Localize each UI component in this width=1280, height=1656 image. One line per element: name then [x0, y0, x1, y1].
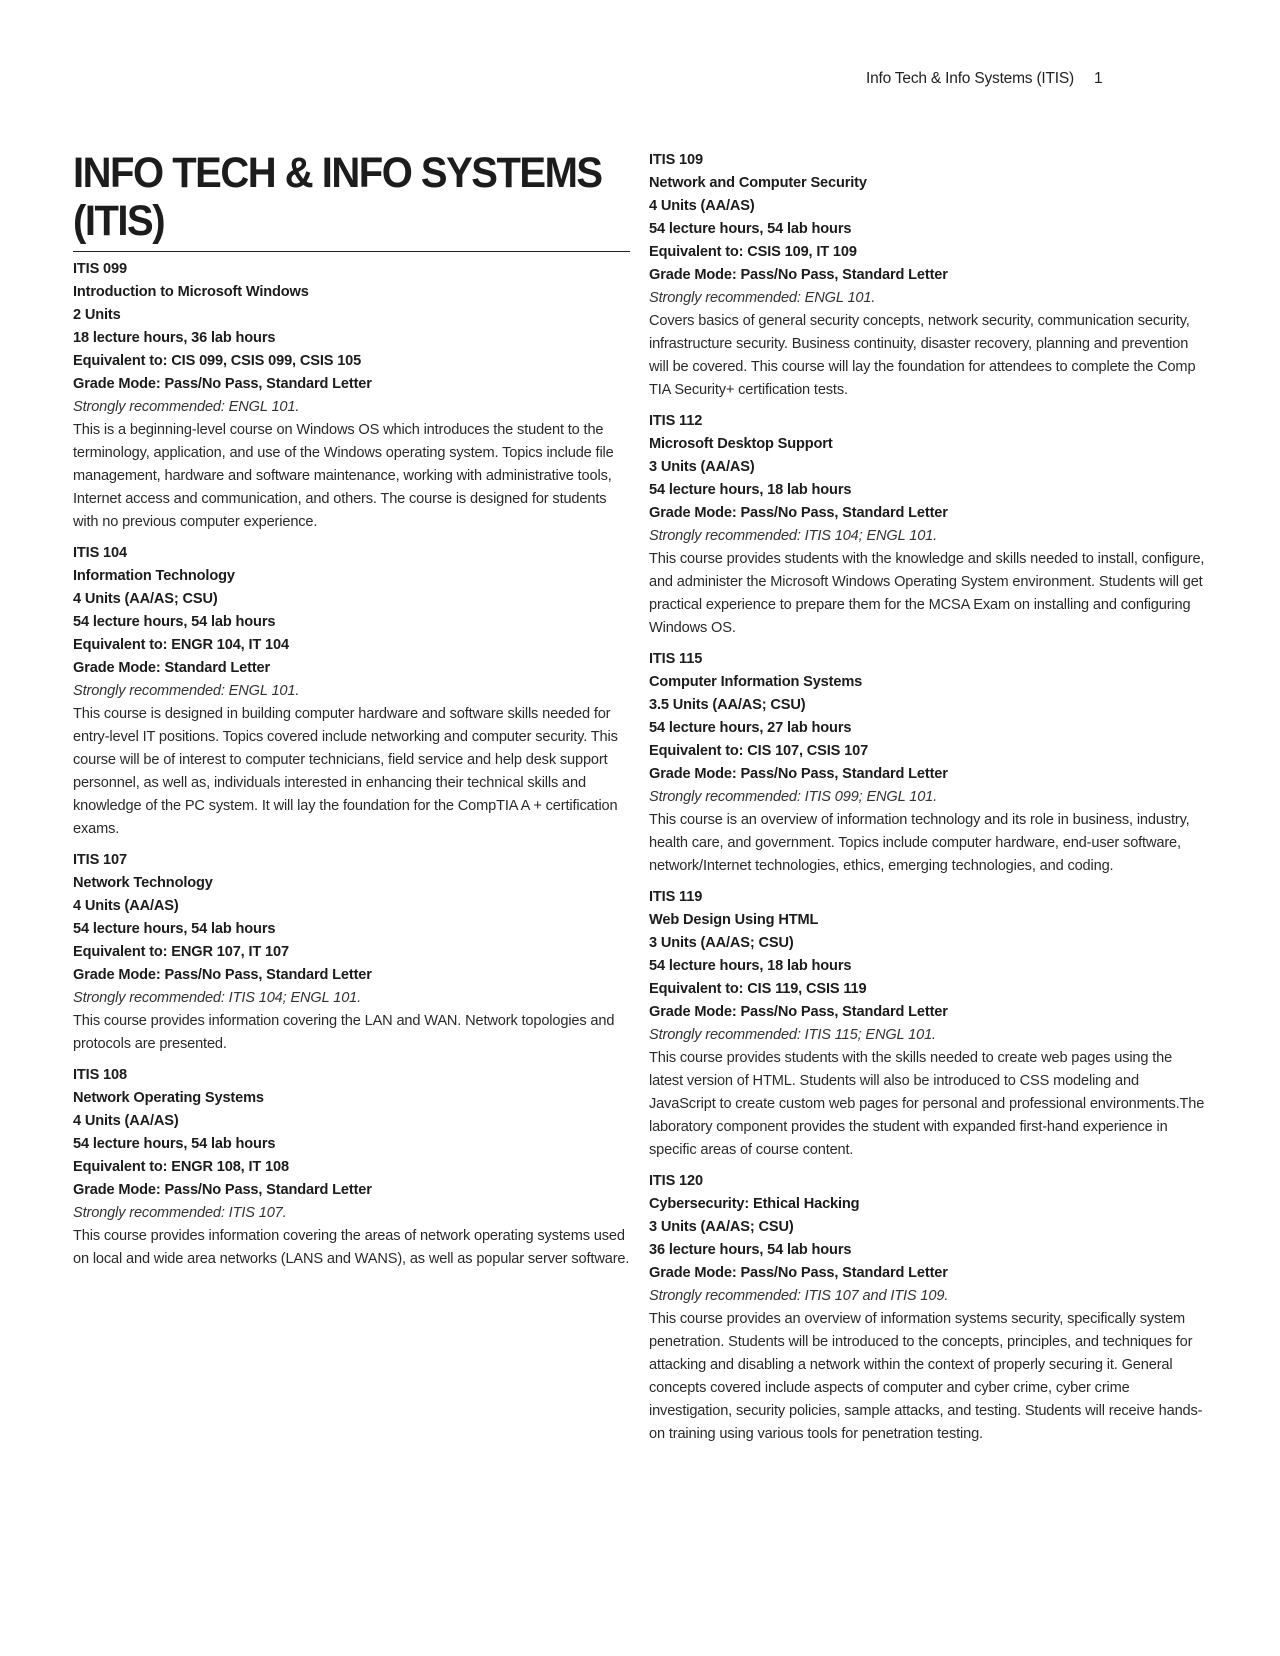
course-hours: 54 lecture hours, 18 lab hours — [649, 958, 852, 974]
course-description: This course provides an overview of information systems security, specifically system penetration. Students will be introduced to the concepts, principles, and techniques for attacking and disabling a network within the context of properly securing it. General concepts covered include aspects of computer and cyber crime, cyber crime investigation, security policies, sample attacks, and testing. Students will receive hands-on training using various tools for penetration testing. — [649, 1311, 1203, 1442]
course-title: Network Technology — [73, 875, 213, 891]
course-entry — [73, 258, 633, 534]
course-entry — [649, 648, 1209, 878]
course-entry — [73, 542, 633, 841]
course-recommendation: Strongly recommended: ITIS 115; ENGL 101. — [649, 1027, 936, 1043]
course-recommendation: Strongly recommended: ITIS 104; ENGL 101. — [73, 990, 362, 1006]
course-description: This course is an overview of information technology and its role in business, industry, health care, and government. Topics include computer hardware, end-user software, network/Internet technologies, ethics, emerging technologies, and coding. — [649, 812, 1190, 874]
course-grade-mode: Grade Mode: Standard Letter — [73, 660, 271, 676]
course-equivalent: Equivalent to: CSIS 109, IT 109 — [649, 244, 857, 260]
course-entry — [73, 849, 633, 1056]
course-equivalent: Equivalent to: ENGR 104, IT 104 — [73, 637, 289, 653]
course-grade-mode: Grade Mode: Pass/No Pass, Standard Letter — [649, 766, 948, 782]
course-description: This course is designed in building computer hardware and software skills needed for entry-level IT positions. Topics covered include networking and computer security. This course will be of interest to computer technicians, field service and help desk support personnel, as well as, individuals interested in enhancing their technical skills and knowledge of the PC system. It will lay the foundation for the CompTIA A + certification exams. — [73, 706, 618, 837]
course-grade-mode: Grade Mode: Pass/No Pass, Standard Letter — [73, 1182, 372, 1198]
course-code: ITIS 099 — [73, 261, 127, 277]
course-hours: 54 lecture hours, 54 lab hours — [73, 921, 276, 937]
course-units: 3 Units (AA/AS; CSU) — [649, 935, 794, 951]
course-code: ITIS 115 — [649, 651, 703, 667]
course-code: ITIS 112 — [649, 413, 703, 429]
course-recommendation: Strongly recommended: ITIS 099; ENGL 101. — [649, 789, 938, 805]
course-recommendation: Strongly recommended: ENGL 101. — [73, 399, 300, 415]
course-description: This is a beginning-level course on Windows OS which introduces the student to the terminology, application, and use of the Windows operating system. Topics include file management, hardware and software maintenance, working with administrative tools, Internet access and communication, and others. The course is designed for students with no previous computer experience. — [73, 422, 614, 530]
course-units: 4 Units (AA/AS) — [73, 898, 179, 914]
course-hours: 54 lecture hours, 54 lab hours — [649, 221, 852, 237]
course-hours: 36 lecture hours, 54 lab hours — [649, 1242, 852, 1258]
course-grade-mode: Grade Mode: Pass/No Pass, Standard Letter — [649, 1265, 948, 1281]
page-title-line: INFO TECH & INFO SYSTEMS — [73, 149, 602, 197]
course-units: 4 Units (AA/AS) — [73, 1113, 179, 1129]
course-entry — [649, 410, 1209, 640]
course-list-right — [649, 149, 1209, 1446]
course-list-left — [73, 258, 633, 1271]
right-column — [649, 149, 1209, 1454]
course-hours: 18 lecture hours, 36 lab hours — [73, 330, 276, 346]
course-title: Computer Information Systems — [649, 674, 863, 690]
course-units: 2 Units — [73, 307, 121, 323]
course-entry — [649, 886, 1209, 1162]
course-units: 4 Units (AA/AS; CSU) — [73, 591, 218, 607]
course-grade-mode: Grade Mode: Pass/No Pass, Standard Letter — [73, 967, 372, 983]
course-recommendation: Strongly recommended: ITIS 104; ENGL 101. — [649, 528, 938, 544]
title-divider — [73, 251, 630, 252]
course-hours: 54 lecture hours, 54 lab hours — [73, 614, 276, 630]
course-title: Web Design Using HTML — [649, 912, 819, 928]
course-code: ITIS 120 — [649, 1173, 703, 1189]
page-title — [73, 149, 602, 245]
course-description: Covers basics of general security concepts, network security, communication security, infrastructure security. Business continuity, disaster recovery, planning and prevention will be covered. This course will lay the foundation for attendees to complete the Comp TIA Security+ certification tests. — [649, 313, 1196, 398]
course-title: Network and Computer Security — [649, 175, 867, 191]
course-equivalent: Equivalent to: ENGR 108, IT 108 — [73, 1159, 289, 1175]
course-description: This course provides students with the knowledge and skills needed to install, configure, and administer the Microsoft Windows Operating System environment. Students will get practical experience to prepare them for the MCSA Exam on installing and configuring Windows OS. — [649, 551, 1205, 636]
course-code: ITIS 109 — [649, 152, 703, 168]
course-recommendation: Strongly recommended: ENGL 101. — [649, 290, 876, 306]
course-grade-mode: Grade Mode: Pass/No Pass, Standard Letter — [649, 267, 948, 283]
course-grade-mode: Grade Mode: Pass/No Pass, Standard Letter — [649, 505, 948, 521]
course-hours: 54 lecture hours, 18 lab hours — [649, 482, 852, 498]
course-description: This course provides information covering the areas of network operating systems used on local and wide area networks (LANS and WANS), as well as popular server software. — [73, 1228, 630, 1267]
course-units: 3 Units (AA/AS) — [649, 459, 755, 475]
course-title: Microsoft Desktop Support — [649, 436, 833, 452]
course-equivalent: Equivalent to: ENGR 107, IT 107 — [73, 944, 289, 960]
course-entry — [73, 1064, 633, 1271]
course-entry — [649, 149, 1209, 402]
course-title: Information Technology — [73, 568, 235, 584]
course-recommendation: Strongly recommended: ENGL 101. — [73, 683, 300, 699]
course-recommendation: Strongly recommended: ITIS 107 and ITIS 109. — [649, 1288, 949, 1304]
page-title-line: (ITIS) — [73, 197, 165, 245]
course-title: Introduction to Microsoft Windows — [73, 284, 309, 300]
course-hours: 54 lecture hours, 54 lab hours — [73, 1136, 276, 1152]
course-equivalent: Equivalent to: CIS 119, CSIS 119 — [649, 981, 867, 997]
course-code: ITIS 119 — [649, 889, 703, 905]
course-recommendation: Strongly recommended: ITIS 107. — [73, 1205, 287, 1221]
course-description: This course provides information covering the LAN and WAN. Network topologies and protocols are presented. — [73, 1013, 615, 1052]
course-title: Cybersecurity: Ethical Hacking — [649, 1196, 860, 1212]
course-units: 3 Units (AA/AS; CSU) — [649, 1219, 794, 1235]
left-column — [73, 149, 633, 1279]
course-units: 3.5 Units (AA/AS; CSU) — [649, 697, 806, 713]
course-code: ITIS 107 — [73, 852, 127, 868]
course-equivalent: Equivalent to: CIS 107, CSIS 107 — [649, 743, 869, 759]
running-header-title: Info Tech & Info Systems (ITIS) — [866, 70, 1075, 87]
course-code: ITIS 108 — [73, 1067, 127, 1083]
course-equivalent: Equivalent to: CIS 099, CSIS 099, CSIS 105 — [73, 353, 362, 369]
course-description: This course provides students with the skills needed to create web pages using the latest version of HTML. Students will also be introduced to CSS modeling and JavaScript to create custom web pages for personal and professional environments.The laboratory component provides the student with expanded first-hand experience in specific areas of course content. — [649, 1050, 1205, 1158]
course-units: 4 Units (AA/AS) — [649, 198, 755, 214]
course-code: ITIS 104 — [73, 545, 127, 561]
course-grade-mode: Grade Mode: Pass/No Pass, Standard Letter — [73, 376, 372, 392]
course-entry — [649, 1170, 1209, 1446]
course-title: Network Operating Systems — [73, 1090, 264, 1106]
course-grade-mode: Grade Mode: Pass/No Pass, Standard Letter — [649, 1004, 948, 1020]
page-number: 1 — [1094, 70, 1103, 87]
course-hours: 54 lecture hours, 27 lab hours — [649, 720, 852, 736]
